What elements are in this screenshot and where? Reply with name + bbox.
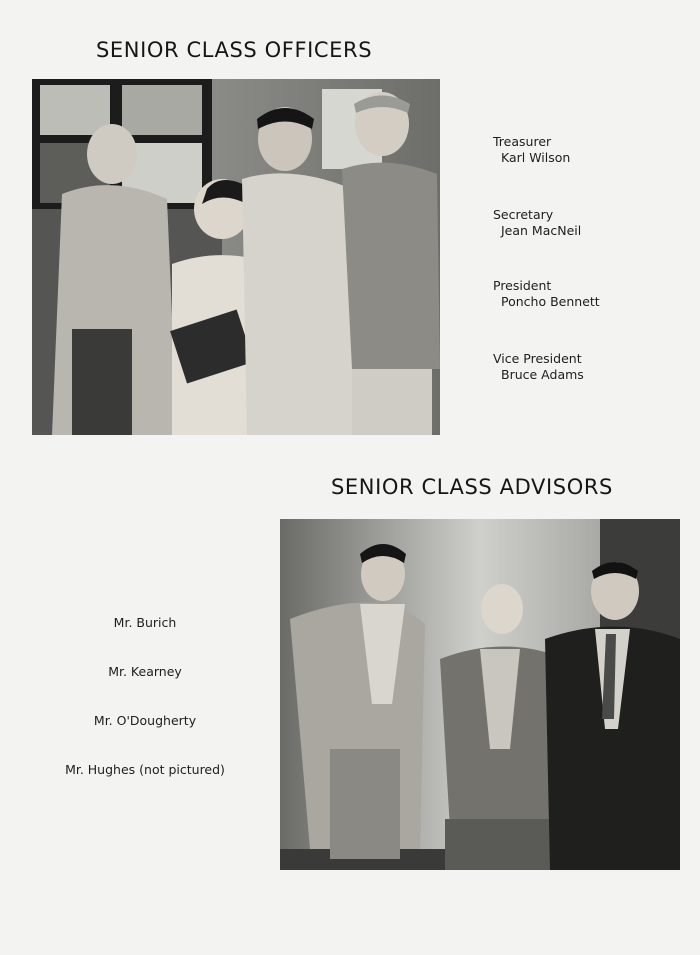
officer-president [493,278,600,310]
officers-heading: SENIOR CLASS OFFICERS [96,38,373,62]
officer-vice-president [493,351,584,383]
advisors-group-photo [280,519,680,870]
advisors-heading: SENIOR CLASS ADVISORS [331,475,613,499]
officer-name: Jean MacNeil [501,223,582,238]
officer-name: Poncho Bennett [501,294,600,309]
advisor-name: Mr. Burich [113,615,177,630]
officer-treasurer [493,134,570,166]
officer-secretary [493,207,581,239]
officer-role: Vice President [493,351,582,366]
advisor-name: Mr. Kearney [108,664,182,679]
officer-role: Treasurer [493,134,552,149]
advisor-name: Mr. Hughes (not pictured) [65,762,225,777]
advisor-name: Mr. O'Dougherty [93,713,197,728]
officer-role: President [493,278,552,293]
officers-group-photo [32,79,440,435]
officer-role: Secretary [493,207,554,222]
officer-name: Bruce Adams [501,367,584,382]
officer-name: Karl Wilson [501,150,571,165]
